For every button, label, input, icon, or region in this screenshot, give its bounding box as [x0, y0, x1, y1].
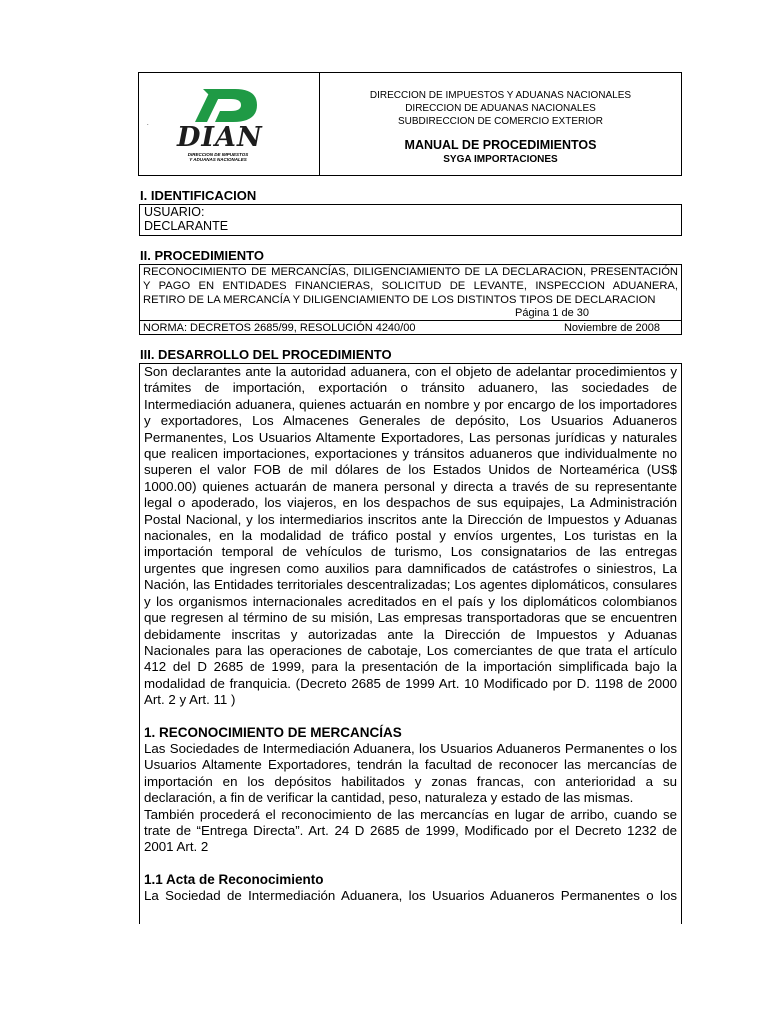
identificacion-box: [139, 204, 682, 236]
header-line-3: SUBDIRECCION DE COMERCIO EXTERIOR: [397, 116, 604, 127]
manual-subtitle: SYGA IMPORTACIONES: [443, 154, 558, 165]
declarante-value: DECLARANTE: [144, 219, 229, 233]
procedimiento-box: [139, 264, 682, 335]
section-1-1-paragraph: La Sociedad de Intermediación Aduanera, los Usuarios Aduaneros Permanentes o los: [144, 888, 677, 904]
section-1-1-heading: 1.1 Acta de Reconocimiento: [144, 871, 324, 887]
section-1-heading: 1. RECONOCIMIENTO DE MERCANCÍAS: [144, 724, 402, 740]
document-header: [138, 72, 682, 176]
header-line-2: DIRECCION DE ADUANAS NACIONALES: [405, 103, 596, 114]
section-1-paragraph-2: También procederá el reconocimiento de las mercancías en lugar de arribo, cuando se trate de “Entrega Directa”. Art. 24 D 2685 de 1999, Modificado por el Decreto 1232 de 2001 Art. 2: [144, 806, 677, 855]
norma-row: [140, 320, 681, 335]
section-1-paragraph-1: Las Sociedades de Intermediación Aduanera, los Usuarios Aduaneros Permanentes o los Usuarios Altamente Exportadores, tendrán la facultad de reconocer las mercancías de importación en los depósitos habilitados y zonas francas, con anterioridad a su declaración, a fin de verificar la cantidad, peso, naturaleza y estado de las mismas.: [144, 740, 677, 806]
header-text-cell: [320, 73, 681, 175]
dian-logo-icon: [173, 87, 263, 125]
manual-title: MANUAL DE PROCEDIMIENTOS: [404, 138, 597, 152]
logo-dot: .: [147, 121, 149, 127]
procedimiento-line-2: Y PAGO EN ENTIDADES FINANCIERAS, SOLICITUD DE LEVANTE, INSPECCION ADUANERA,: [143, 280, 678, 292]
norma-text: NORMA: DECRETOS 2685/99, RESOLUCIÓN 4240/00: [143, 322, 416, 334]
logo-wordmark: DIAN: [177, 122, 263, 153]
procedimiento-line-1: RECONOCIMIENTO DE MERCANCÍAS, DILIGENCIAMIENTO DE LA DECLARACION, PRESENTACIÓN: [143, 266, 678, 278]
logo-tagline: DIRECCION DE IMPUESTOS Y ADUANAS NACIONALES: [187, 152, 249, 162]
procedimiento-heading: II. PROCEDIMIENTO: [140, 248, 264, 263]
procedimiento-line-3: RETIRO DE LA MERCANCÍA Y DILIGENCIAMIENTO DE LOS DISTINTOS TIPOS DE DECLARACION: [143, 294, 656, 306]
logo-cell: [139, 73, 320, 175]
header-line-1: DIRECCION DE IMPUESTOS Y ADUANAS NACIONALES: [369, 90, 632, 101]
desarrollo-box: [139, 363, 682, 924]
intro-paragraph: Son declarantes ante la autoridad aduanera, con el objeto de adelantar procedimientos y trámites de importación, exportación o tránsito aduanero, las sociedades de Intermediación aduanera, quienes actuarán en nombre y por encargo de los importadores y exportadores, Los Almacenes Generales de depósito, Los Usuarios Aduaneros Permanentes, Los Usuarios Altamente Exportadores, Las personas jurídicas y naturales que realicen importaciones, exportaciones y tránsitos aduaneros que individualmente no superen el valor FOB de mil dólares de los Estados Unidos de Norteamérica (US$ 1000.00) quienes actuarán de manera personal y directa a través de su representante legal o apoderado, los viajeros, en los despachos de sus equipajes, La Administración Postal Nacional, y los intermediarios inscritos ante la Dirección de Impuestos y Aduanas nacionales, en la modalidad de tráfico postal y envíos urgentes, Los turistas en la importación temporal de vehículos de turismo, Los consignatarios de las entregas urgentes que ingresen como auxilios para damnificados de catástrofes o siniestros, La Nación, las Entidades territoriales descentralizadas; Los agentes diplomáticos, consulares y los organismos internacionales acreditados en el país y los diplomáticos colombianos que regresen al término de su misión, Las empresas transportadoras que se encuentren debidamente inscritas y autorizadas ante la Dirección de Impuestos y Aduanas Nacionales para las operaciones de cabotaje, Los comerciantes de que trata el artículo 412 del D 2685 de 1999, para la presentación de la importación simplificada bajo la modalidad de franquicia. (Decreto 2685 de 1999 Art. 10 Modificado por D. 1198 de 2000 Art. 2 y Art. 11 ): [144, 364, 677, 708]
page-number: Página 1 de 30: [514, 307, 589, 319]
identificacion-heading: I. IDENTIFICACION: [140, 188, 257, 203]
desarrollo-heading: III. DESARROLLO DEL PROCEDIMIENTO: [140, 347, 392, 362]
norma-date: Noviembre de 2008: [563, 322, 660, 334]
usuario-label: USUARIO:: [144, 205, 205, 219]
